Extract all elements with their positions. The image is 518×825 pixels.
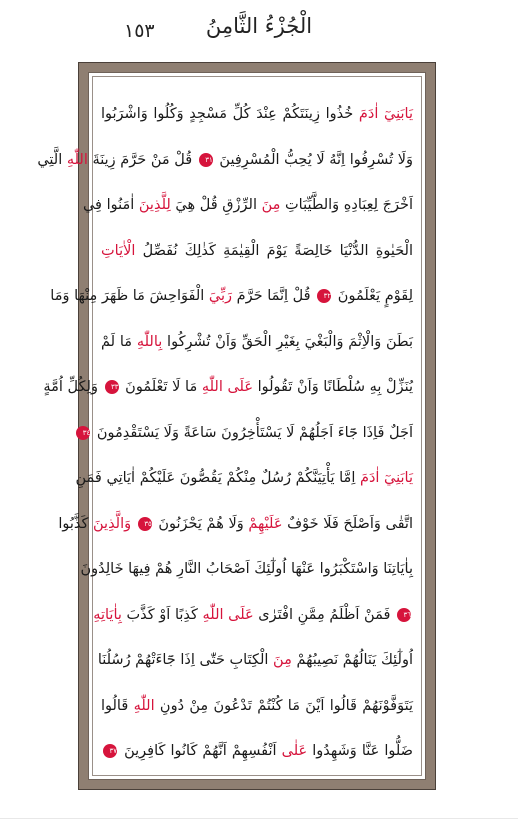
text-line: [58, 505, 413, 543]
verse-text: الَّتِي: [37, 151, 67, 168]
verse-text: وَلَا هُمْ يَحْزَنُونَ: [153, 515, 249, 532]
highlighted-word: عَلَى اللّٰهِ: [202, 606, 254, 623]
page-frame-border: [37, 62, 436, 790]
ayah-marker-icon: ٣٢: [317, 289, 331, 303]
verse-text: فَمَنْ اَظْلَمُ مِمَّنِ افْتَرٰى: [253, 606, 395, 623]
verse-text: [131, 516, 136, 532]
verse-text: يُنَزِّلْ بِهِ سُلْطَانًا وَاَنْ تَقُولُوا: [253, 379, 413, 395]
text-line: [82, 186, 413, 224]
verse-text: وَلَا تُسْرِفُوا اِنَّهُ لَا يُحِبُّ الْمُسْرِفِينَ: [214, 151, 413, 168]
verse-text: اتَّقٰى وَاَصْلَحَ فَلَا خَوْفٌ: [282, 515, 413, 532]
verse-text: اَنْفُسِهِمْ اَنَّهُمْ كَانُوا كَافِرِينَ: [119, 743, 282, 759]
verse-text: مَا لَمْ: [101, 333, 137, 350]
text-line: [101, 732, 413, 770]
highlighted-word: اللّٰهِ: [133, 697, 155, 714]
verse-text: الرِّزْقِ قُلْ هِيَ: [170, 197, 262, 213]
verse-text: يَتَوَفَّوْنَهُمْ قَالُوا اَيْنَ مَا كُنْتُمْ تَدْعُونَ مِنْ دُونِ: [154, 697, 413, 714]
verse-text: قُلْ اِنَّمَا حَرَّمَ: [232, 288, 316, 304]
verse-text: قُلْ مَنْ حَرَّمَ زِينَةَ: [87, 151, 197, 168]
ayah-marker-icon: ٣٦: [397, 608, 411, 622]
verse-text: الْفَوَاحِشَ مَا ظَهَرَ مِنْهَا وَمَا: [50, 288, 209, 304]
highlighted-word: عَلَيْهِمْ: [248, 515, 283, 532]
text-line: [82, 414, 413, 452]
verse-text: وَلِكُلِّ اُمَّةٍ: [43, 379, 103, 395]
text-line: [101, 687, 413, 725]
verse-text: اُولٰٓئِكَ يَنَالُهُمْ نَصِيبُهُمْ: [291, 652, 413, 668]
verse-text: مَا لَا تَعْلَمُونَ: [120, 379, 202, 395]
highlighted-word: بِاٰيَاتِهِ: [93, 606, 122, 623]
ayah-marker-icon: ٣٥: [138, 517, 152, 531]
highlighted-word: بِاللّٰهِ: [136, 333, 163, 350]
text-line: [80, 550, 413, 588]
page-header: [0, 0, 518, 62]
highlighted-word: مِنَ: [273, 652, 292, 668]
text-line: [101, 232, 413, 270]
verse-text: اَخْرَجَ لِعِبَادِهِ وَالطَّيِّبَاتِ: [280, 197, 413, 213]
text-line: [43, 368, 413, 406]
highlighted-word: اللّٰهِ: [66, 151, 88, 168]
verse-text: كَذَّبُوا: [58, 515, 93, 532]
highlighted-word: لِلَّذِينَ: [138, 197, 171, 213]
text-line: [97, 641, 413, 679]
highlighted-word: مِنَ: [261, 197, 281, 213]
verse-text: لِقَوْمٍ يَعْلَمُونَ: [333, 288, 413, 304]
text-line: [101, 323, 413, 361]
ayah-marker-icon: ٣٤: [76, 426, 90, 440]
highlighted-word: يَابَنِيٓ اٰدَمَ: [358, 106, 413, 122]
highlighted-word: وَالَّذِينَ: [93, 515, 132, 532]
verse-text: الْحَيٰوةِ الدُّنْيَا خَالِصَةً يَوْمَ الْقِيٰمَةِ كَذٰلِكَ نُفَصِّلُ: [135, 242, 413, 259]
highlighted-word: رَبِّيَ: [208, 288, 233, 304]
highlighted-word: عَلَى اللّٰهِ: [201, 379, 253, 395]
text-line: [101, 95, 413, 133]
verse-text: اَجَلٌ فَاِذَا جَٓاءَ اَجَلُهُمْ لَا يَسْتَأْخِرُونَ سَاعَةً وَلَا يَسْتَقْدِمُونَ: [92, 424, 413, 441]
verse-text: اٰمَنُوا فِي: [82, 197, 139, 213]
verse-text: قَالُوا: [101, 697, 134, 714]
verse-text: اِمَّا يَأْتِيَنَّكُمْ رُسُلٌ مِنْكُمْ يَقُصُّونَ عَلَيْكُمْ اٰيَاتِي فَمَنِ: [75, 470, 360, 486]
verse-text: بَطَنَ وَالْاِثْمَ وَالْبَغْيَ بِغَيْرِ الْحَقِّ وَاَنْ تُشْرِكُوا: [162, 333, 413, 350]
highlighted-word: الْاٰيَاتِ: [101, 242, 136, 259]
verse-text: ضَلُّوا عَنَّا وَشَهِدُوا: [307, 743, 413, 759]
verse-text: الْكِتَابِ حَتّٰى اِذَا جَٓاءَتْهُمْ رُسُلُنَا: [97, 652, 274, 668]
quran-text-block: [37, 95, 413, 759]
verse-text: بِاٰيَاتِنَا وَاسْتَكْبَرُوا عَنْهَا اُولٰٓئِكَ اَصْحَابُ النَّارِ هُمْ فِيهَا خَالِدُونَ: [80, 561, 413, 577]
juz-title: الْجُزْءُ الثَّامِنُ: [205, 14, 313, 38]
highlighted-word: يَابَنِيٓ اٰدَمَ: [359, 470, 413, 486]
text-line: [37, 141, 413, 179]
text-line: [50, 277, 413, 315]
text-line: [75, 459, 413, 497]
ayah-marker-icon: ٣١: [199, 153, 213, 167]
page-frame: [37, 72, 426, 780]
page-edge: [0, 818, 518, 819]
ayah-marker-icon: ٣٧: [103, 744, 117, 758]
verse-text: كَذِبًا اَوْ كَذَّبَ: [121, 606, 203, 623]
text-line: [93, 596, 413, 634]
verse-text: خُذُوا زِينَتَكُمْ عِنْدَ كُلِّ مَسْجِدٍ وَكُلُوا وَاشْرَبُوا: [101, 106, 359, 122]
page-number: ١٥٣: [124, 20, 155, 42]
highlighted-word: عَلٰى: [281, 743, 308, 759]
ayah-marker-icon: ٣٣: [105, 380, 119, 394]
